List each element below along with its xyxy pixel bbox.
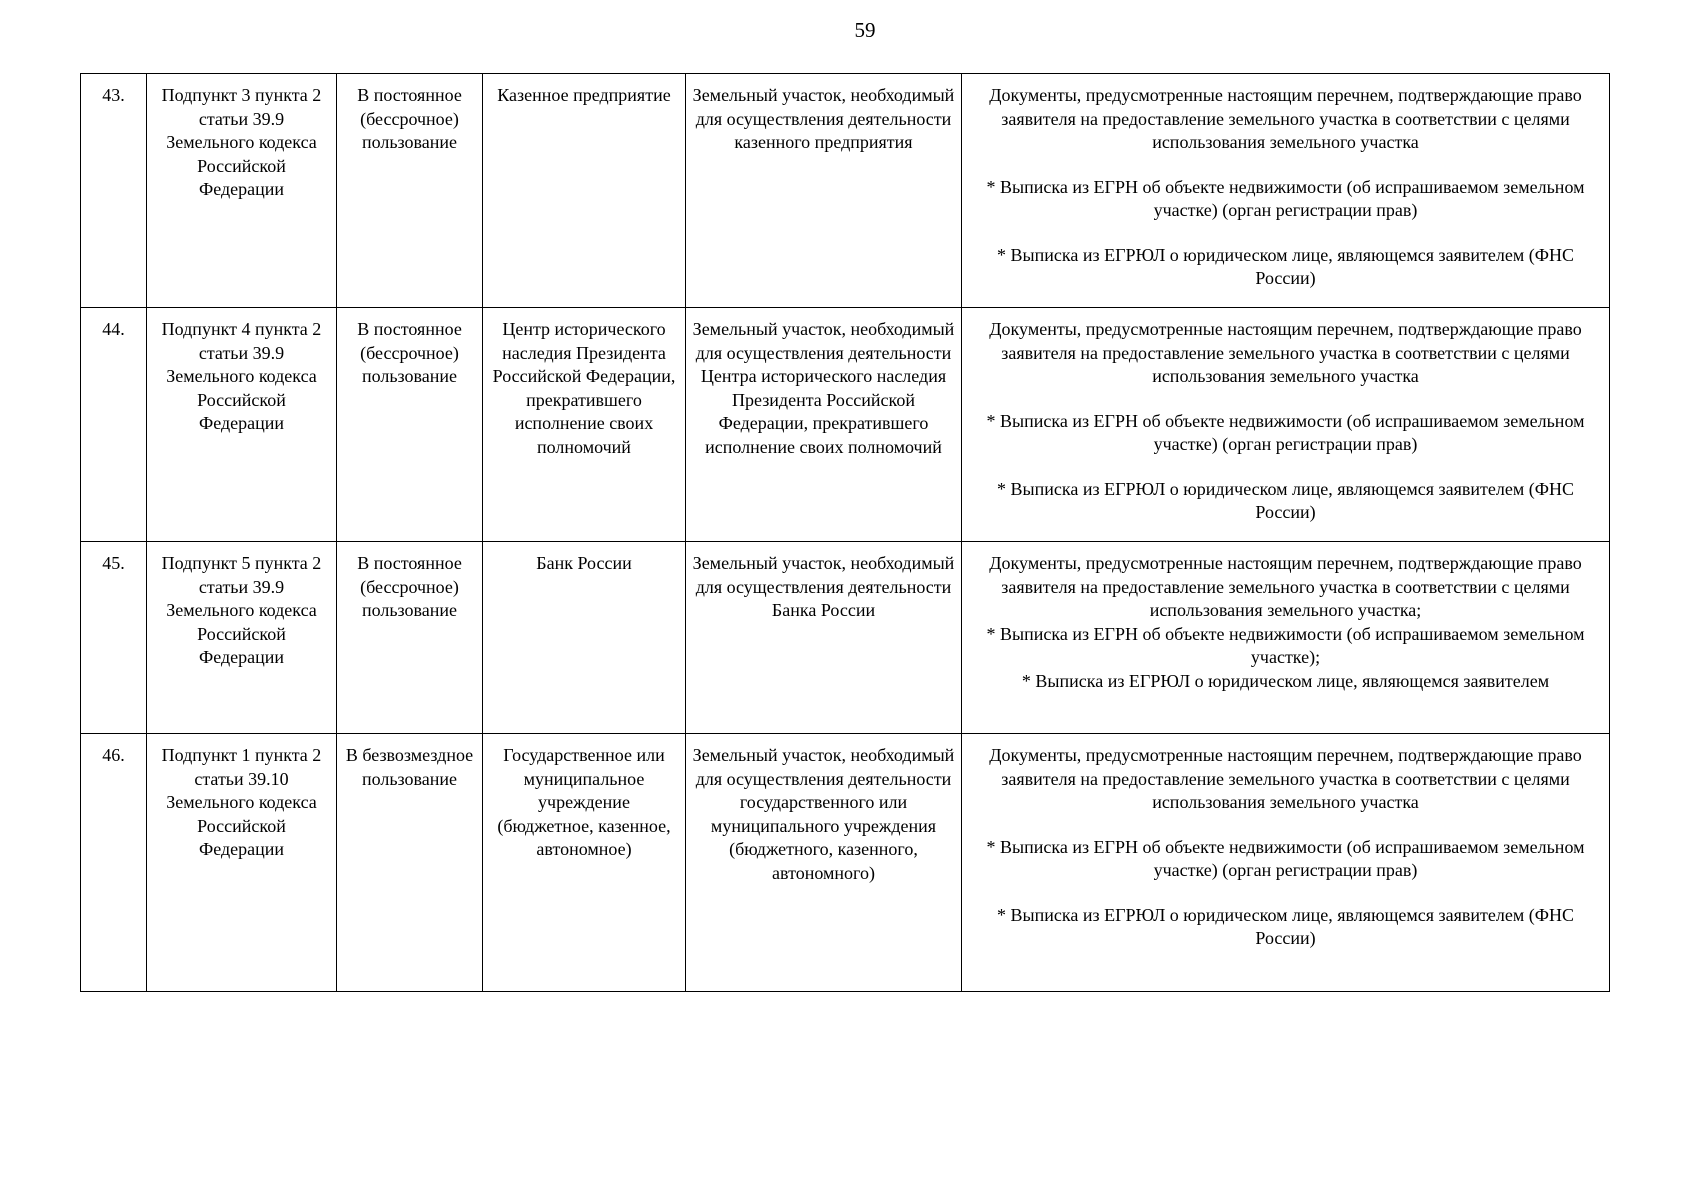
land-purpose-cell: Земельный участок, необходимый для осуществления деятельности казенного предприятия — [686, 74, 962, 308]
documents-main-paragraph: Документы, предусмотренные настоящим перечнем, подтверждающие право заявителя на предоставление земельного участка в соответствии с целями использования земельного участка — [989, 85, 1582, 152]
table-row — [81, 74, 1610, 308]
land-purpose-cell: Земельный участок, необходимый для осуществления деятельности государственного или муниципального учреждения (бюджетного, казенного, автономного) — [686, 734, 962, 992]
row-number: 46. — [81, 734, 147, 992]
documents-main-paragraph: Документы, предусмотренные настоящим перечнем, подтверждающие право заявителя на предоставление земельного участка в соответствии с целями использования земельного участка — [989, 319, 1582, 386]
applicant-cell: Казенное предприятие — [483, 74, 686, 308]
right-type-cell: В постоянное (бессрочное) пользование — [337, 74, 483, 308]
table-row — [81, 734, 1610, 992]
egrul-extract-paragraph: * Выписка из ЕГРЮЛ о юридическом лице, являющемся заявителем (ФНС России) — [997, 478, 1574, 522]
land-documents-table — [80, 73, 1610, 992]
documents-main-paragraph: Документы, предусмотренные настоящим перечнем, подтверждающие право заявителя на предоставление земельного участка в соответствии с целями использования земельного участка; — [989, 553, 1582, 620]
egrul-extract-paragraph: * Выписка из ЕГРЮЛ о юридическом лице, являющемся заявителем (ФНС России) — [997, 244, 1574, 288]
egrn-extract-paragraph: * Выписка из ЕГРН об объекте недвижимости (об испрашиваемом земельном участке); — [986, 623, 1585, 667]
table-row — [81, 542, 1610, 734]
documents-cell — [962, 308, 1610, 542]
applicant-cell: Центр исторического наследия Президента Российской Федерации, прекратившего исполнение своих полномочий — [483, 308, 686, 542]
legal-basis-cell: Подпункт 5 пункта 2 статьи 39.9 Земельного кодекса Российской Федерации — [147, 542, 337, 734]
documents-cell — [962, 74, 1610, 308]
legal-basis-cell: Подпункт 1 пункта 2 статьи 39.10 Земельного кодекса Российской Федерации — [147, 734, 337, 992]
legal-basis-cell: Подпункт 3 пункта 2 статьи 39.9 Земельного кодекса Российской Федерации — [147, 74, 337, 308]
egrul-extract-paragraph: * Выписка из ЕГРЮЛ о юридическом лице, являющемся заявителем (ФНС России) — [997, 904, 1574, 948]
egrn-extract-paragraph: * Выписка из ЕГРН об объекте недвижимости (об испрашиваемом земельном участке) (орган регистрации прав) — [986, 176, 1585, 220]
documents-main-paragraph: Документы, предусмотренные настоящим перечнем, подтверждающие право заявителя на предоставление земельного участка в соответствии с целями использования земельного участка — [989, 745, 1582, 812]
row-number: 44. — [81, 308, 147, 542]
row-number: 43. — [81, 74, 147, 308]
right-type-cell: В постоянное (бессрочное) пользование — [337, 308, 483, 542]
documents-cell — [962, 734, 1610, 992]
applicant-cell: Банк России — [483, 542, 686, 734]
egrul-extract-paragraph: * Выписка из ЕГРЮЛ о юридическом лице, являющемся заявителем — [1021, 670, 1550, 691]
egrn-extract-paragraph: * Выписка из ЕГРН об объекте недвижимости (об испрашиваемом земельном участке) (орган регистрации прав) — [986, 410, 1585, 454]
right-type-cell: В безвозмездное пользование — [337, 734, 483, 992]
land-purpose-cell: Земельный участок, необходимый для осуществления деятельности Банка России — [686, 542, 962, 734]
right-type-cell: В постоянное (бессрочное) пользование — [337, 542, 483, 734]
page-number: 59 — [854, 18, 876, 42]
land-purpose-cell: Земельный участок, необходимый для осуществления деятельности Центра исторического наследия Президента Российской Федерации, прекратившего исполнение своих полномочий — [686, 308, 962, 542]
legal-basis-cell: Подпункт 4 пункта 2 статьи 39.9 Земельного кодекса Российской Федерации — [147, 308, 337, 542]
documents-cell — [962, 542, 1610, 734]
table-row — [81, 308, 1610, 542]
applicant-cell: Государственное или муниципальное учреждение (бюджетное, казенное, автономное) — [483, 734, 686, 992]
row-number: 45. — [81, 542, 147, 734]
egrn-extract-paragraph: * Выписка из ЕГРН об объекте недвижимости (об испрашиваемом земельном участке) (орган регистрации прав) — [986, 836, 1585, 880]
